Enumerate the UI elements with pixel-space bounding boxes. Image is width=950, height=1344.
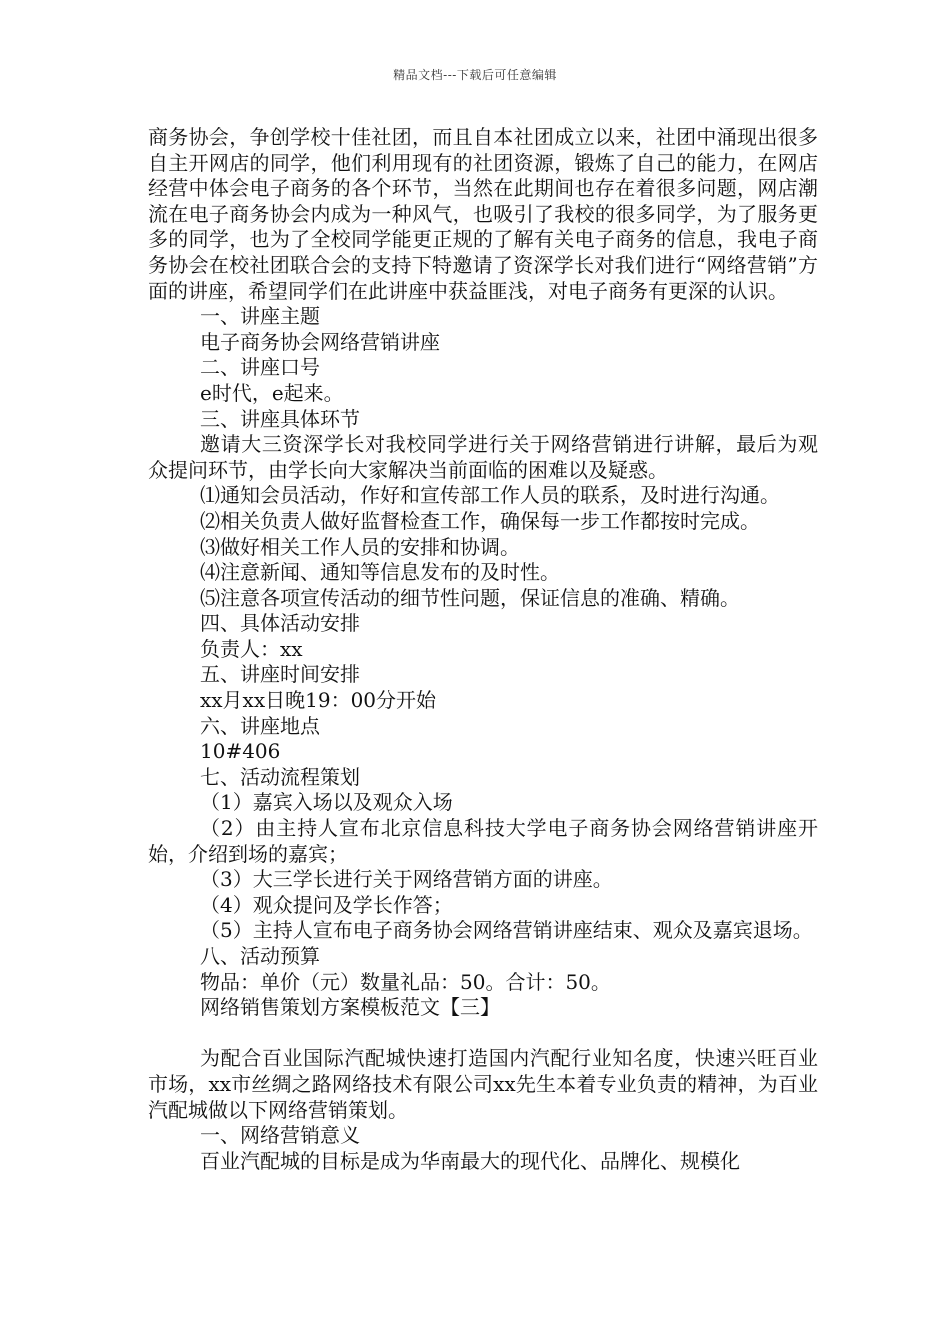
paragraph: （4）观众提问及学长作答； xyxy=(200,892,453,917)
paragraph: 八、活动预算 xyxy=(200,944,320,968)
paragraph: （2）由主持人宣布北京信息科技大学电子商务协会网络营销讲座开始，介绍到场的嘉宾； xyxy=(148,816,818,866)
paragraph: ⑴通知会员活动，作好和宣传部工作人员的联系，及时进行沟通。 xyxy=(200,483,780,508)
paragraph: 二、讲座口号 xyxy=(200,355,320,380)
paragraph: 电子商务协会网络营销讲座 xyxy=(200,329,440,354)
paragraph: 七、活动流程策划 xyxy=(200,764,360,789)
paragraph: 一、讲座主题 xyxy=(200,304,320,329)
paragraph: 邀请大三资深学长对我校同学进行关于网络营销进行讲解，最后为观众提问环节，由学长向大家解决当前面临的困难以及疑惑。 xyxy=(148,432,818,482)
paragraph: 10#406 xyxy=(200,739,281,764)
paragraph: （5）主持人宣布电子商务协会网络营销讲座结束、观众及嘉宾退场。 xyxy=(200,918,813,943)
paragraph: xx月xx日晚19：00分开始 xyxy=(200,688,437,713)
paragraph: ⑵相关负责人做好监督检查工作，确保每一步工作都按时完成。 xyxy=(200,508,760,533)
paragraph: 负责人：xx xyxy=(200,636,303,661)
paragraph: 一、网络营销意义 xyxy=(200,1123,360,1148)
paragraph: 百业汽配城的目标是成为华南最大的现代化、品牌化、规模化 xyxy=(200,1148,740,1173)
paragraph: e时代，e起来。 xyxy=(200,380,344,405)
paragraph: （3）大三学长进行关于网络营销方面的讲座。 xyxy=(200,867,613,892)
paragraph: （1）嘉宾入场以及观众入场 xyxy=(200,790,453,815)
blank-line xyxy=(148,1021,818,1047)
document-body xyxy=(148,125,818,1174)
paragraph: ⑶做好相关工作人员的安排和协调。 xyxy=(200,534,520,559)
paragraph: ⑸注意各项宣传活动的细节性问题，保证信息的准确、精确。 xyxy=(200,585,740,610)
paragraph: 四、具体活动安排 xyxy=(200,611,360,636)
paragraph: 六、讲座地点 xyxy=(200,713,320,738)
paragraph: 商务协会，争创学校十佳社团，而且自本社团成立以来，社团中涌现出很多自主开网店的同学，他们利用现有的社团资源，锻炼了自己的能力，在网店经营中体会电子商务的各个环节，当然在此期间也存在着很多问题，网店潮流在电子商务协会内成为一种风气，也吸引了我校的很多同学，为了服务更多的同学，也为了全校同学能更正规的了解有关电子商务的信息，我电子商务协会在校社团联合会的支持下特邀请了资深学长对我们进行“网络营销”方面的讲座，希望同学们在此讲座中获益匪浅，对电子商务有更深的认识。 xyxy=(148,125,818,303)
paragraph: 为配合百业国际汽配城快速打造国内汽配行业知名度，快速兴旺百业市场，xx市丝绸之路网络技术有限公司xx先生本着专业负责的精神，为百业汽配城做以下网络营销策划。 xyxy=(148,1046,818,1122)
paragraph: 五、讲座时间安排 xyxy=(200,662,360,687)
paragraph: ⑷注意新闻、通知等信息发布的及时性。 xyxy=(200,560,560,585)
paragraph: 三、讲座具体环节 xyxy=(200,406,360,431)
paragraph: 物品：单价（元）数量礼品：50。合计：50。 xyxy=(200,969,611,994)
page-header: 精品文档---下载后可任意编辑 xyxy=(393,68,557,82)
paragraph: 网络销售策划方案模板范文【三】 xyxy=(200,995,500,1020)
